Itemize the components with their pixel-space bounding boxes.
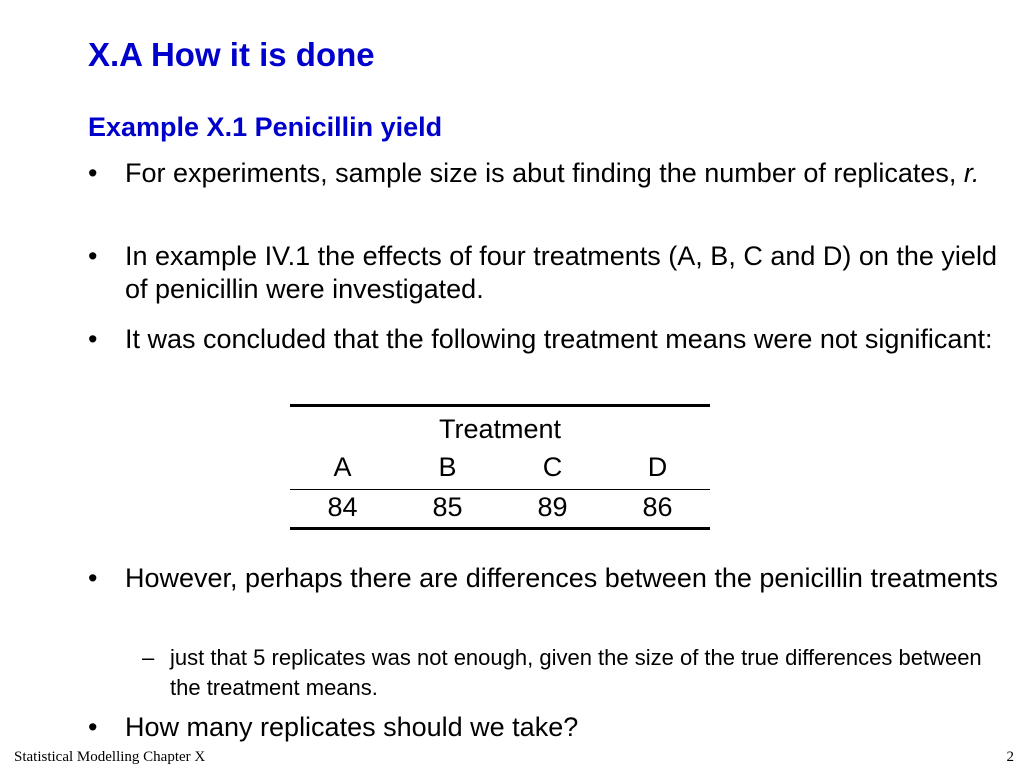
table-value: 84 [327, 492, 358, 522]
table-value: 86 [642, 492, 673, 522]
bullet-marker: • [88, 241, 98, 271]
sub-bullet-marker: – [142, 645, 155, 670]
table-value: 85 [432, 492, 463, 522]
treatment-means-table [290, 404, 710, 530]
bullet-marker: • [88, 712, 98, 742]
italic-variable: r. [963, 158, 980, 188]
bullet-text: However, perhaps there are differences between the penicillin treatments [125, 563, 999, 593]
table-mid-rule [290, 489, 710, 490]
bullet-text: How many replicates should we take? [125, 712, 579, 742]
bullet-marker: • [88, 324, 98, 354]
bullet-marker: • [88, 158, 98, 188]
bullet-text: In example IV.1 the effects of four treatments (A, B, C and D) on the yield of penicillin were investigated. [125, 241, 997, 304]
bullet-marker: • [88, 563, 98, 593]
slide-subtitle: Example X.1 Penicillin yield [88, 112, 443, 142]
sub-bullet-text: just that 5 replicates was not enough, given the size of the true differences between the treatment means. [170, 645, 982, 700]
page-number: 2 [1006, 749, 1014, 765]
table-bottom-rule [290, 527, 710, 530]
column-label: C [542, 452, 563, 482]
footer-course-label: Statistical Modelling Chapter X [14, 749, 206, 765]
bullet-text: It was concluded that the following treatment means were not significant: [125, 324, 993, 354]
column-label: B [438, 452, 457, 482]
table-header: Treatment [438, 414, 562, 444]
table-value: 89 [537, 492, 568, 522]
column-label: A [333, 452, 352, 482]
table-top-rule [290, 404, 710, 407]
bullet-text: For experiments, sample size is abut finding the number of replicates, r. [125, 158, 980, 188]
column-label: D [647, 452, 668, 482]
slide-title: X.A How it is done [88, 36, 375, 73]
